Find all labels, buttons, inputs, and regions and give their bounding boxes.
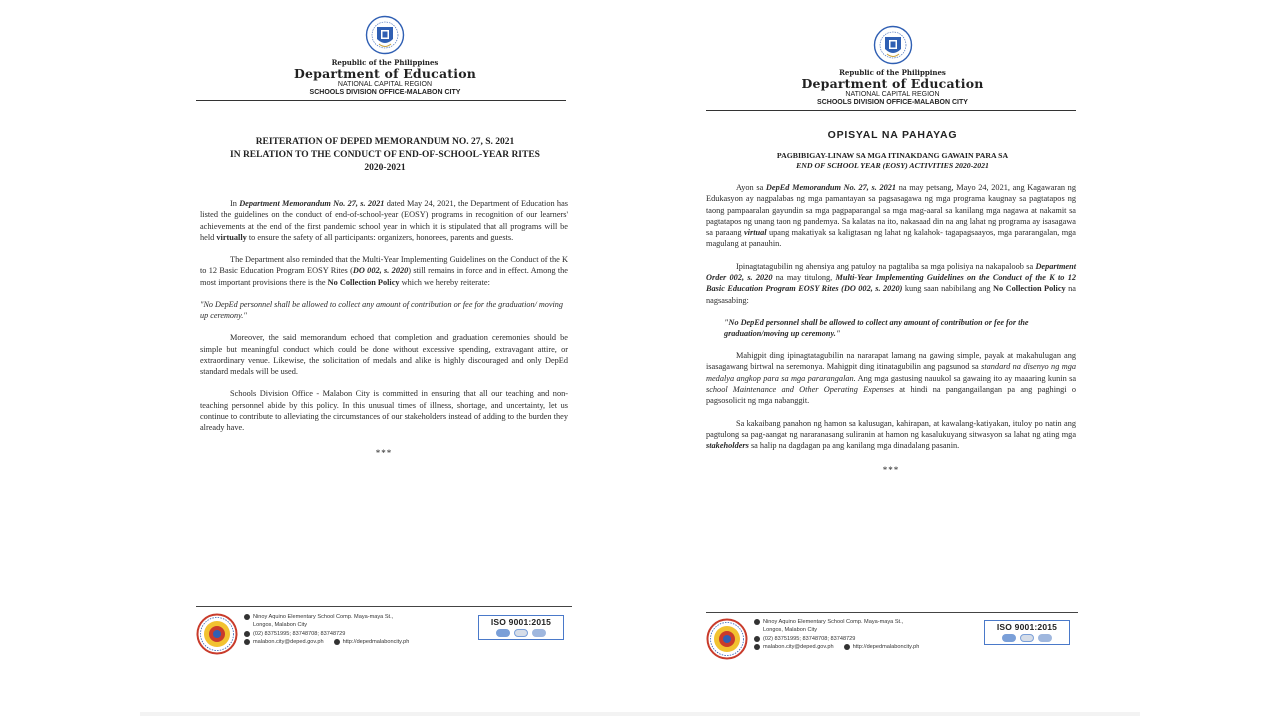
globe-icon (334, 639, 340, 645)
cert-mark-icon (532, 629, 546, 637)
body-paragraph (200, 254, 568, 288)
contact-info (754, 618, 964, 652)
iso-certification-badge (984, 620, 1070, 645)
end-marker: *** (882, 465, 900, 476)
body-paragraph (706, 418, 1076, 452)
memo-page-filipino (700, 0, 1085, 720)
phone-numbers: (02) 83751995; 83748708; 83748729 (253, 630, 346, 637)
certification-marks (481, 629, 561, 637)
text-run: Ang mga gastusing nauukol sa gawaing ito ay maaaring kunin sa (855, 373, 1076, 383)
subtitle-line: PAGBIBIGAY-LINAW SA MGA ITINAKDANG GAWAIN PARA SA (776, 151, 1009, 161)
text-run: Ipinagtatagubilin ng ahensiya ang patuloy na pagtaliba sa mga polisiya na nakapaloob sa (736, 261, 1036, 271)
text-run: Mahigpit ding ipinagtatagubilin na nararapat lamang na gawing simple, payak at makahulugan ang isasagawang birtwal na seremonya. Mahigpit ding itinatagubilin ang pagsunod sa (706, 351, 1076, 372)
page-shadow (140, 712, 1140, 716)
text-run: The Department also reminded that the Multi-Year Implementing Guidelines on the Conduct of the K to 12 Basic Education Program EOSY Rites ( (200, 255, 568, 276)
body-paragraph (200, 198, 568, 243)
text-run: kung saan nabibilang ang (902, 284, 994, 294)
iso-label: ISO 9001:2015 (490, 617, 552, 627)
body-paragraph: Schools Division Office - Malabon City is committed in ensuring that all our teaching and non-teaching personnel abide by this policy. In this unusual times of illness, shortage, and uncertainty, let us continue to contribute to alleviating the circumstances of our stakeholders instead of adding to the burden they already have. (200, 389, 568, 433)
location-pin-icon (244, 614, 250, 620)
italic-text: stakeholders (706, 441, 749, 451)
division-logo-icon (196, 613, 238, 655)
policy-quote: "No DepEd personnel shall be allowed to collect any amount of contribution or fee for the graduation/ moving up ceremony." (200, 299, 563, 321)
text-run: In (230, 199, 240, 208)
title-line: 2020-2021 (364, 162, 406, 173)
memo-title (700, 128, 1085, 171)
letterhead-footer (706, 618, 1078, 660)
phone-icon (244, 631, 250, 637)
letterhead (190, 14, 580, 101)
region-label: NATIONAL CAPITAL REGION (845, 91, 940, 99)
email-address: malabon.city@deped.gov.ph (253, 639, 324, 646)
cert-mark-icon (514, 629, 528, 637)
text-run: dated May 24, 2021, the Department of Education has listed the guidelines on the conduct of end-of-school-year (EOSY) programs in recognition of our learners' achievements at the end of the first pandemic school year in which it is stipulated that all programs will be held (200, 199, 568, 242)
text-run: to ensure the safety of all participants: organizers, honorees, parents and guests. (246, 232, 514, 242)
memo-title (190, 136, 580, 174)
page-title: OPISYAL NA PAHAYAG (827, 129, 958, 141)
memo-reference: Department Memorandum No. 27, s. 2021 (239, 199, 385, 208)
memo-page-english (190, 0, 580, 720)
text-run: na may titulong, (772, 272, 836, 282)
title-line: REITERATION OF DEPED MEMORANDUM NO. 27, S. 2021 (255, 137, 515, 147)
emphasis-text: virtual (743, 228, 767, 238)
memo-reference: Multi-Year Implementing Guidelines on the Conduct of the K to 12 Basic Education Program EOSY Rites (DO 002, s. 2020) (706, 272, 1076, 294)
phone-numbers: (02) 83751995; 83748708; 83748729 (763, 635, 856, 642)
header-divider (706, 110, 1076, 111)
phone-icon (754, 636, 760, 642)
body-paragraph (706, 261, 1076, 306)
letterhead (700, 24, 1085, 111)
body-paragraph (706, 182, 1076, 250)
address-line: Longos, Malabon City (763, 627, 818, 634)
republic-label: Republic of the Philippines (331, 58, 439, 67)
region-label: NATIONAL CAPITAL REGION (337, 81, 433, 89)
italic-text: school Maintenance and Other Operating Expenses (706, 384, 894, 394)
email-icon (754, 644, 760, 650)
footer-divider (706, 612, 1078, 613)
italic-text: standard na disenyo ng mga medalya angkop para sa mga pararangalan. (706, 362, 1076, 383)
title-line: IN RELATION TO THE CONDUCT OF END-OF-SCHOOL-YEAR RITES (230, 149, 540, 160)
department-name: Department of Education (801, 76, 984, 92)
policy-quote: "No DepEd personnel shall be allowed to collect any amount of contribution or fee for the graduation/moving up ceremony." (724, 317, 1029, 338)
memo-reference: DepEd Memorandum No. 27, s. 2021 (765, 183, 897, 192)
address-line: Ninoy Aquino Elementary School Comp. Maya-maya St., (763, 619, 904, 625)
text-run: ) still remains in force and in effect. Among the most important provisions there is the (200, 266, 568, 287)
emphasis-text: No Collection Policy (327, 277, 400, 287)
website-url: http://depedmalaboncity.ph (852, 644, 920, 651)
text-run: na nagsasabing: (706, 284, 1076, 305)
deped-seal-icon (873, 24, 913, 66)
subtitle-text: END OF SCHOOL YEAR (EOSY) ACTIVITIES 2020-2021 (796, 161, 989, 171)
cert-mark-icon (1038, 634, 1052, 642)
email-address: malabon.city@deped.gov.ph (763, 644, 834, 651)
end-marker: *** (375, 447, 393, 458)
iso-label: ISO 9001:2015 (996, 622, 1058, 632)
globe-icon (844, 644, 850, 650)
location-pin-icon (754, 619, 760, 625)
text-run: which we hereby reiterate: (399, 277, 490, 287)
address-line: Longos, Malabon City (253, 622, 308, 629)
letterhead-footer (196, 613, 572, 655)
contact-info (244, 613, 454, 647)
republic-label: Republic of the Philippines (839, 68, 946, 77)
cert-mark-icon (1020, 634, 1034, 642)
emphasis-text: No Collection Policy (993, 284, 1066, 294)
emphasis-text: virtually (216, 232, 247, 242)
division-label: SCHOOLS DIVISION OFFICE-MALABON CITY (309, 89, 461, 97)
text-run: Ayon sa (736, 183, 766, 192)
memo-reference: Department Order 002, s. 2020 (706, 261, 1076, 282)
iso-certification-badge (478, 615, 564, 640)
certification-marks (987, 634, 1067, 642)
footer-divider (196, 606, 572, 607)
division-label: SCHOOLS DIVISION OFFICE-MALABON CITY (817, 99, 968, 107)
text-run: sa halip na dagdagan pa ang kanilang mga dinadalang pasanin. (748, 441, 960, 451)
department-name: Department of Education (293, 66, 477, 82)
division-logo-icon (706, 618, 748, 660)
body-paragraph (706, 350, 1076, 406)
email-icon (244, 639, 250, 645)
address-line: Ninoy Aquino Elementary School Comp. Maya-maya St., (253, 614, 394, 620)
cert-mark-icon (496, 629, 510, 637)
text-run: upang makatiyak sa kaligtasan ng lahat ng kalahok- tagapagsaayos, mga pararangalan, mga magulang at panauhin. (706, 228, 1076, 249)
subtitle-line (700, 161, 1085, 171)
memo-reference: DO 002, s. 2020 (352, 266, 409, 276)
memo-body (706, 182, 1076, 475)
text-run: Sa kakaibang panahon ng hamon sa kalusugan, kahirapan, at kawalang-katiyakan, ituloy po natin ang pagtulong sa pag-aangat ng nararanasang suliranin at hamon ng kasalukuyang sitwasyon sa lahat ng ating mga (706, 418, 1076, 439)
text-run: na may petsang, Mayo 24, 2021, ang Kagawaran ng Edukasyon ay nagpalabas ng mga pamantayan sa pagsasagawa ng mga programa kaugnay sa pagtatapos ng taong pampaaralan gayundin sa mga pagpaparangal sa mga mag-aaral sa kanilang mga nagawa at nakamit sa pagtatapos ng unang taon ng pandemya. Sa kalatas na ito, nakasaad din na ang lahat ng programa ay isasagawa sa paraang (706, 183, 1076, 238)
header-divider (196, 100, 566, 101)
website-url: http://depedmalaboncity.ph (342, 639, 410, 646)
text-run: at hindi na pangangailangan pa ang paghingi o pagsosolicit ng mga nabanggit. (706, 384, 1076, 406)
cert-mark-icon (1002, 634, 1016, 642)
memo-body (200, 198, 568, 458)
deped-seal-icon (365, 14, 405, 56)
body-paragraph: Moreover, the said memorandum echoed that completion and graduation ceremonies should be simple but meaningful conduct which could be done without excessive spending, extravagant attire, or extraordinary venue. Likewise, the solicitation of medals and alike is highly discouraged and only DepEd standard medals will be used. (200, 333, 568, 377)
